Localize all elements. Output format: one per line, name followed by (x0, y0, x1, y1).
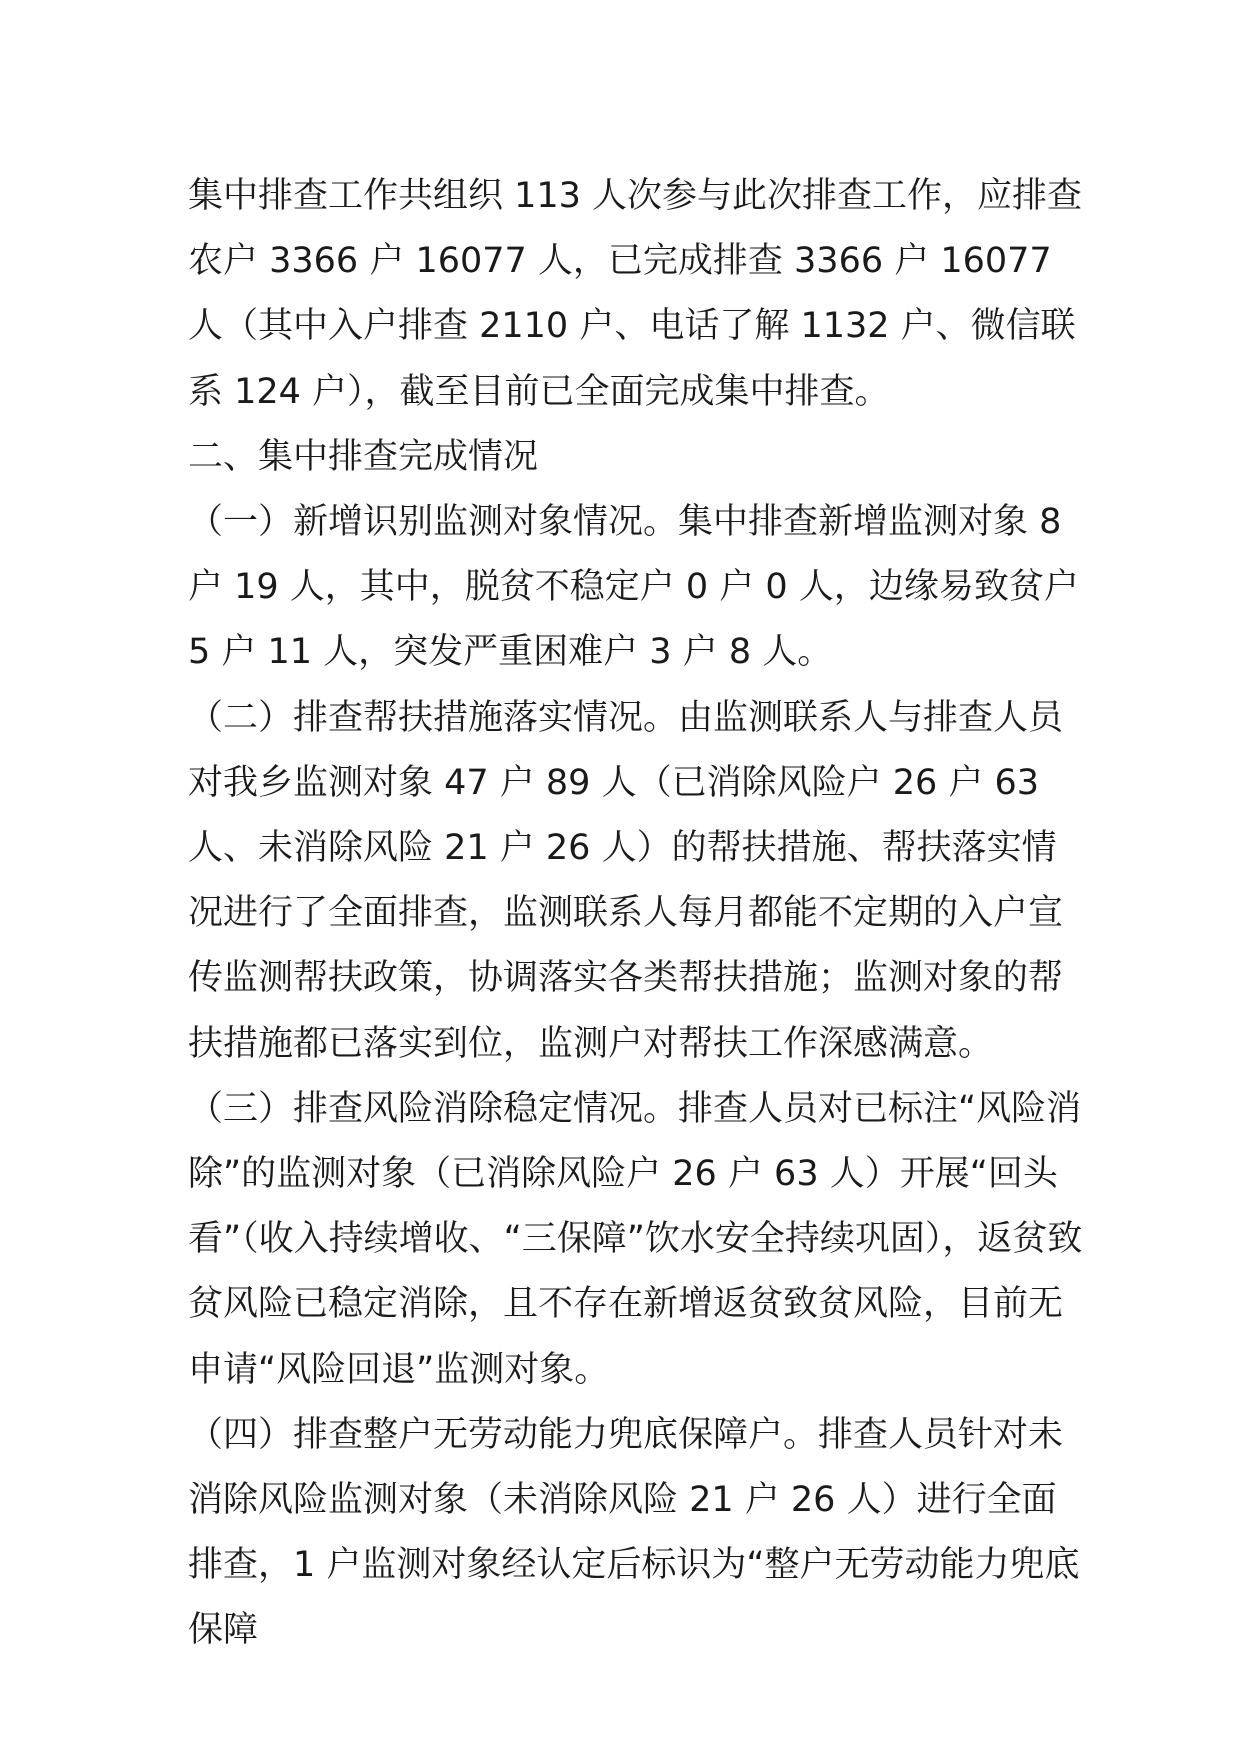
section-heading-completion: 二、集中排查完成情况 (188, 436, 539, 477)
paragraph-new-monitoring-targets: （一）新增识别监测对象情况。集中排查新增监测对象 8 户 19 人，其中，脱贫不稳定户 0 户 0 人，边缘易致贫户 5 户 11 人，突发严重困难户 3 户 8 人。 (188, 502, 1079, 673)
document-body (188, 164, 1088, 1664)
paragraph-assistance-measures: （二）排查帮扶措施落实情况。由监测联系人与排查人员对我乡监测对象 47 户 89 人（已消除风险户 26 户 63 人、未消除风险 21 户 26 人）的帮扶措施、帮扶落实情况进行了全面排查，监测联系人每月都能不定期的入户宣传监测帮扶政策，协调落实各类帮扶措施；监测对象的帮扶措施都已落实到位，监测户对帮扶工作深感满意。 (188, 697, 1064, 1064)
paragraph-risk-elimination: （三）排查风险消除稳定情况。排查人员对已标注“风险消除”的监测对象（已消除风险户 26 户 63 人）开展“回头看”（收入持续增收、“三保障”饮水安全持续巩固），返贫致贫风险已稳定消除，且不存在新增返贫致贫风险，目前无申请“风险回退”监测对象。 (188, 1088, 1083, 1390)
paragraph-intro-summary: 集中排查工作共组织 113 人次参与此次排查工作，应排查农户 3366 户 16077 人，已完成排查 3366 户 16077 人（其中入户排查 2110 户、电话了解 1132 户、微信联系 124 户），截至目前已全面完成集中排查。 (188, 176, 1083, 412)
paragraph-no-labor-households: （四）排查整户无劳动能力兜底保障户。排查人员针对未消除风险监测对象（未消除风险 21 户 26 人）进行全面排查，1 户监测对象经认定后标识为“整户无劳动能力兜底保障 (188, 1414, 1080, 1651)
